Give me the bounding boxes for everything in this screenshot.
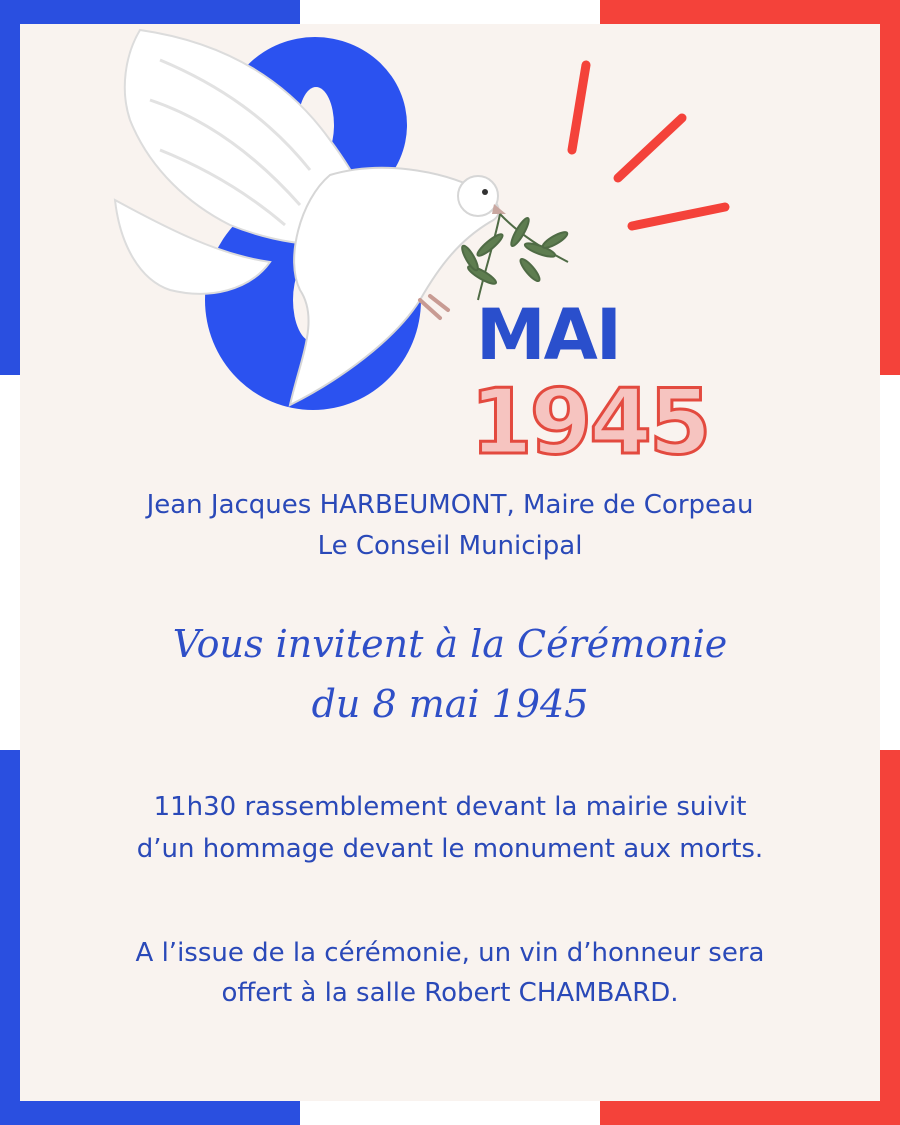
reception-line-1: A l’issue de la cérémonie, un vin d’honneur sera <box>135 938 765 968</box>
invitation-line-1: Vous invitent à la Cérémonie <box>172 622 728 666</box>
month-label: MAI <box>476 294 620 376</box>
frame-band-red-bottom-right <box>600 1101 900 1125</box>
hero-illustration <box>0 0 900 500</box>
red-accent-strokes <box>572 65 725 226</box>
invitation-line-2: du 8 mai 1945 <box>311 682 589 726</box>
schedule-line-1: 11h30 rassemblement devant la mairie suivit <box>153 792 747 822</box>
hosts-line-1: Jean Jacques HARBEUMONT, Maire de Corpeau <box>146 490 754 520</box>
hosts-line-2: Le Conseil Municipal <box>317 531 583 561</box>
frame-band-blue-bottom-left <box>0 1101 300 1125</box>
reception-line-2: offert à la salle Robert CHAMBARD. <box>221 978 679 1008</box>
schedule-line-2: d’un hommage devant le monument aux morts. <box>136 834 764 864</box>
year-label: 1945 <box>470 370 709 475</box>
